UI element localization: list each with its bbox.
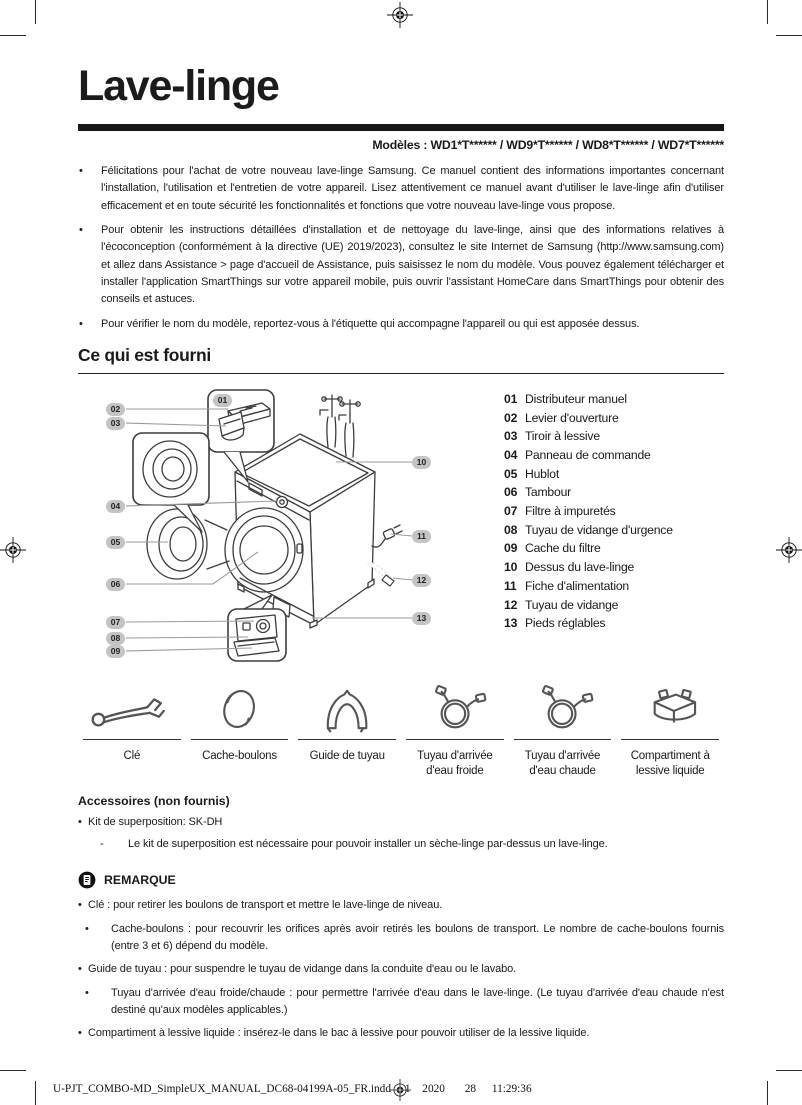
subheading-accessoires-non-fournis: Accessoires (non fournis): [78, 793, 230, 808]
callout-badge-11: 11: [412, 530, 431, 543]
note-bullet-text: Clé : pour retirer les boulons de transport et mettre le lave-linge de niveau.: [88, 899, 443, 912]
crop-mark-bottom-right-h: [776, 1070, 802, 1071]
dash-glyph: -: [100, 838, 104, 851]
legend-row: [504, 483, 724, 502]
note-list: [78, 897, 724, 1042]
crop-mark-top-left-h: [0, 35, 26, 36]
legend-num: 06: [504, 485, 518, 500]
callout-badge-08: 08: [106, 632, 125, 645]
legend-num: 07: [504, 504, 518, 519]
bullet-glyph: •: [79, 317, 83, 330]
bullet-glyph: •: [85, 922, 89, 935]
detergent-compartment-icon: [622, 684, 718, 734]
bullet-glyph: •: [79, 224, 83, 237]
hose-guide-icon: [299, 684, 395, 734]
note-heading: [78, 871, 724, 889]
legend-label: Filtre à impuretés: [525, 504, 616, 519]
legend-label: Distributeur manuel: [525, 391, 627, 406]
note-icon: [78, 871, 96, 889]
legend-num: 04: [504, 447, 518, 462]
footer-time: 11:29:36: [491, 1083, 532, 1095]
content-column: [78, 0, 724, 1048]
title-rule: [78, 124, 724, 131]
accessory-item: [78, 684, 186, 780]
callout-badge-09: 09: [106, 645, 125, 658]
accessory-label: Compartiment à lessive liquide: [630, 749, 710, 778]
callout-badge-04: 04: [106, 500, 125, 513]
intro-bullet-text: Félicitations pour l'achat de votre nouveau lave-linge Samsung. Ce manuel contient des informations importantes concernant l'installation, l'utilisation et l'entretien de votre appareil. Lisez attentivement ce manuel avant d'utiliser le lave-linge afin d'utiliser efficacement et en toute sécurité les fonctionnalités et fonctions que votre nouveau lave-linge vous propose.: [101, 165, 724, 212]
footer-date-year: 2020: [422, 1083, 445, 1095]
callout-badge-05: 05: [106, 536, 125, 549]
bullet-glyph: •: [85, 986, 89, 999]
intro-bullet-text: Pour vérifier le nom du modèle, reportez-vous à l'étiquette qui accompagne l'appareil ou qui est apposée dessus.: [101, 317, 640, 330]
legend-label: Tiroir à lessive: [525, 429, 600, 444]
accessory-item: [616, 684, 724, 780]
bullet-glyph: •: [79, 165, 83, 178]
legend-num: 08: [504, 522, 518, 537]
callout-badge-07: 07: [106, 616, 125, 629]
note-label: REMARQUE: [104, 873, 176, 888]
registration-mark-left-icon: [0, 537, 26, 563]
note-bullet-item: [78, 985, 724, 1020]
footer-page-number: 1: [404, 1083, 411, 1095]
accessory-divider: [83, 739, 180, 740]
legend-row: [504, 446, 724, 465]
intro-bullet-text: Pour obtenir les instructions détaillées d'installation et de nettoyage du lave-linge, ainsi que des informations relatives à l'écoconception (conformément à la directive (UE) 2019/2023), consultez le site Internet de Samsung (http://www.samsung.com) et allez dans Assistance > page d'accueil de Assistance, puis saisissez le nom du modèle. Vous pouvez également télécharger et installer l'application SmartThings sur votre appareil mobile, puis ouvrir l'assistant HomeCare dans SmartThings pour obtenir des conseils et astuces.: [101, 224, 724, 306]
accessory-item: [186, 684, 294, 780]
callout-badge-01: 01: [213, 394, 232, 407]
intro-bullet-item: [78, 163, 724, 215]
cold-water-hose-icon: [407, 684, 503, 734]
legend-label: Dessus du lave-linge: [525, 560, 635, 575]
legend-row: [504, 502, 724, 521]
crop-mark-bottom-left-v: [35, 1081, 36, 1105]
note-bullet-item: [78, 921, 724, 956]
legend-label: Pieds réglables: [525, 616, 606, 631]
note-bullet-text: Cache-boulons : pour recouvrir les orifices après avoir retirés les boulons de transport. Le nombre de cache-boulons fournis (entre 3 et 6) dépend du modèle.: [111, 922, 724, 952]
registration-mark-right-icon: [776, 537, 802, 563]
legend-label: Tuyau de vidange d'urgence: [525, 522, 673, 537]
parts-legend: [504, 390, 724, 633]
accessory-item: [509, 684, 617, 780]
callout-badge-12: 12: [412, 574, 431, 587]
crop-mark-bottom-right-v: [767, 1081, 768, 1105]
legend-label: Tuyau de vidange: [525, 597, 619, 612]
callout-badge-13: 13: [412, 612, 431, 625]
footer-date-day: 28: [464, 1083, 477, 1095]
accessory-label: Tuyau d'arrivée d'eau chaude: [524, 749, 601, 778]
intro-bullet-item: [78, 316, 724, 333]
legend-row: [504, 614, 724, 633]
legend-num: 01: [504, 391, 518, 406]
power-cord-art: [372, 525, 402, 547]
note-bullet-text: Tuyau d'arrivée d'eau froide/chaude : pour permettre l'arrivée d'eau dans le lave-linge. (Le tuyau d'arrivée d'eau chaude n'est destiné qu'aux modèles applicables.): [111, 986, 724, 1016]
accessory-divider: [191, 739, 288, 740]
crop-mark-top-right-v: [767, 0, 768, 24]
legend-row: [504, 596, 724, 615]
bullet-glyph: •: [78, 963, 82, 976]
legend-num: 13: [504, 616, 518, 631]
note-bullet-text: Guide de tuyau : pour suspendre le tuyau de vidange dans la conduite d'eau ou le lavabo.: [88, 963, 517, 976]
washer-diagram: [78, 378, 724, 676]
page-title: Lave-linge: [78, 62, 279, 110]
accessory-item: [401, 684, 509, 780]
bullet-glyph: •: [78, 899, 82, 912]
legend-label: Panneau de commande: [525, 447, 651, 462]
wrench-icon: [84, 684, 180, 734]
bullet-glyph: •: [78, 815, 82, 828]
footer: [53, 1083, 532, 1095]
models-line: Modèles : WD1*T****** / WD9*T****** / WD8*T****** / WD7*T******: [372, 138, 724, 153]
legend-num: 05: [504, 466, 518, 481]
legend-num: 10: [504, 560, 518, 575]
kit-bullet: [78, 814, 724, 831]
legend-num: 02: [504, 410, 518, 425]
kit-sub-bullet: [78, 836, 724, 853]
note-bullet-item: [78, 1025, 724, 1042]
crop-mark-bottom-left-h: [0, 1070, 26, 1071]
intro-bullet-item: [78, 222, 724, 308]
kit-bullet-text: Kit de superposition: SK-DH: [88, 815, 223, 828]
accessory-divider: [514, 739, 611, 740]
legend-row: [504, 539, 724, 558]
legend-label: Tambour: [525, 485, 572, 500]
callout-badge-06: 06: [106, 578, 125, 591]
legend-num: 09: [504, 541, 518, 556]
footer-filename: U-PJT_COMBO-MD_SimpleUX_MANUAL_DC68-04199A-05_FR.indd: [53, 1083, 391, 1095]
legend-row: [504, 390, 724, 409]
legend-label: Levier d'ouverture: [525, 410, 619, 425]
accessory-label: Clé: [123, 749, 141, 762]
crop-mark-top-right-h: [776, 35, 802, 36]
legend-num: 11: [504, 578, 517, 593]
legend-label: Hublot: [525, 466, 560, 481]
crop-mark-top-left-v: [35, 0, 36, 24]
accessory-label: Tuyau d'arrivée d'eau froide: [417, 749, 493, 778]
legend-num: 03: [504, 429, 518, 444]
note-bullet-item: [78, 961, 724, 978]
legend-row: [504, 558, 724, 577]
legend-row: [504, 409, 724, 428]
bullet-glyph: •: [78, 1027, 82, 1040]
section-heading-fourni: Ce qui est fourni: [78, 345, 724, 374]
accessory-label: Cache-boulons: [202, 749, 277, 762]
accessory-item: [293, 684, 401, 780]
intro-list: [78, 163, 724, 333]
legend-row: [504, 521, 724, 540]
accessories-row: [78, 684, 724, 780]
bolt-cap-icon: [191, 684, 287, 734]
legend-row: [504, 465, 724, 484]
callout-badge-10: 10: [412, 456, 431, 469]
callout-badge-03: 03: [106, 417, 125, 430]
accessory-divider: [298, 739, 395, 740]
legend-label: Fiche d'alimentation: [525, 578, 630, 593]
note-bullet-item: [78, 897, 724, 914]
accessory-divider: [406, 739, 503, 740]
washer-diagram-art: [78, 378, 498, 676]
hot-water-hose-icon: [514, 684, 610, 734]
open-door-art: [147, 509, 229, 579]
legend-row: [504, 427, 724, 446]
note-bullet-text: Compartiment à lessive liquide : insérez-le dans le bac à lessive pour pouvoir utiliser de la lessive liquide.: [88, 1027, 590, 1040]
accessory-label: Guide de tuyau: [309, 749, 385, 762]
kit-sub-bullet-text: Le kit de superposition est nécessaire pour pouvoir installer un sèche-linge par-dessus un lave-linge.: [128, 838, 608, 851]
callout-badge-02: 02: [106, 403, 125, 416]
legend-num: 12: [504, 597, 518, 612]
accessory-divider: [621, 739, 718, 740]
legend-row: [504, 577, 724, 596]
legend-label: Cache du filtre: [525, 541, 601, 556]
